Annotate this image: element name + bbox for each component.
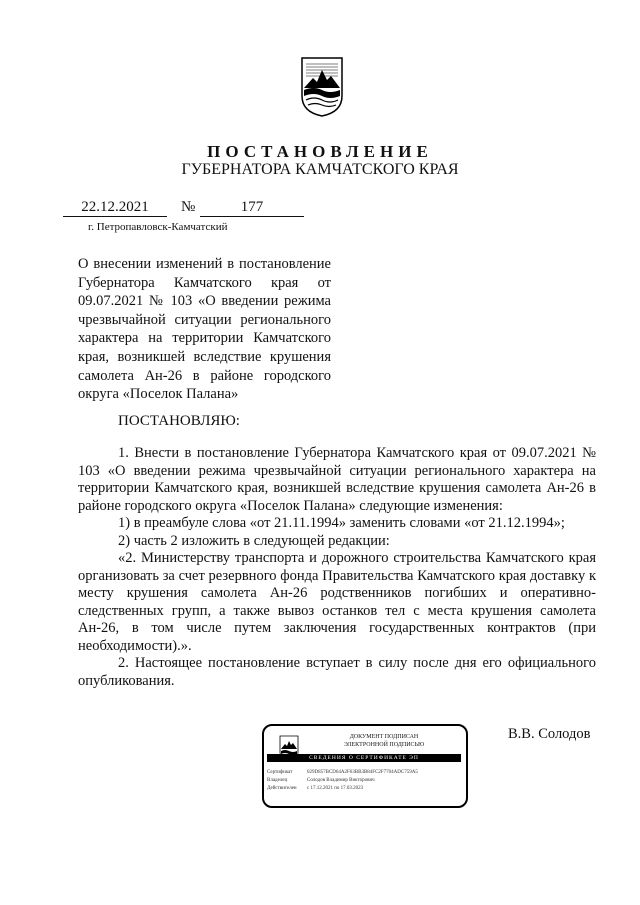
stamp-band: СВЕДЕНИЯ О СЕРТИФИКАТЕ ЭП	[267, 754, 461, 762]
stamp-label-certificate: Сертификат	[267, 770, 293, 775]
body-paragraph: 1. Внести в постановление Губернатора Камчатского края от 09.07.2021 № 103 «О введении режима чрезвычайной ситуации регионального характера на территории Камчатского края, возникшей вследствие крушения самолета Ан-26 в районе городского округа «Поселок Палана» следующие изменения:	[78, 445, 596, 514]
body-paragraph: 2) часть 2 изложить в следующей редакции:	[118, 532, 390, 549]
document-title: ПОСТАНОВЛЕНИЕ	[207, 142, 433, 161]
kamchatka-emblem-icon	[300, 56, 344, 118]
number-label: №	[181, 199, 196, 215]
stamp-line2: ЭЛЕКТРОННОЙ ПОДПИСЬЮ	[343, 742, 425, 748]
stamp-value-owner: Солодов Владимир Викторович	[307, 778, 375, 783]
stamp-value-valid: с 17.12.2021 по 17.03.2023	[307, 786, 364, 791]
body-paragraph: «2. Министерству транспорта и дорожного строительства Камчатского края организовать за счет резервного фонда Правительства Камчатского края доставку к месту крушения самолета Ан-26 родственников погибших и оперативно-следственных групп, а также вывоз останков тел с места крушения самолета Ан-26, в том числе путем заключения государственных контрактов (при необходимости).».	[78, 550, 596, 654]
e-signature-stamp	[262, 724, 468, 808]
document-date: 22.12.2021	[63, 199, 167, 217]
document-subject: О внесении изменений в постановление Губернатора Камчатского края от 09.07.2021 № 103 «О введении режима чрезвычайной ситуации регионального характера на территории Камчатского края, возникшей вследствие крушения самолета Ан-26 в районе городского округа «Поселок Палана»	[78, 256, 331, 403]
signer-name: В.В. Солодов	[508, 726, 591, 742]
body-paragraph: 1) в преамбуле слова «от 21.11.1994» заменить словами «от 21.12.1994»;	[118, 515, 565, 531]
stamp-value-certificate: 029D857BCD64A2F63BB3B84FC2F7704ADC759A5	[307, 770, 418, 775]
body-paragraph: 2. Настоящее постановление вступает в силу после дня его официального опубликования.	[78, 655, 596, 689]
document-subtitle: ГУБЕРНАТОРА КАМЧАТСКОГО КРАЯ	[181, 161, 459, 178]
stamp-line1: ДОКУМЕНТ ПОДПИСАН	[349, 734, 419, 740]
stamp-label-owner: Владелец	[267, 778, 288, 783]
document-city: г. Петропавловск-Камчатский	[88, 221, 228, 233]
document-body	[78, 445, 596, 690]
document-number: 177	[200, 199, 304, 217]
decree-word: ПОСТАНОВЛЯЮ:	[118, 413, 240, 429]
stamp-label-valid: Действителен	[267, 786, 297, 791]
stamp-heading	[304, 733, 464, 749]
